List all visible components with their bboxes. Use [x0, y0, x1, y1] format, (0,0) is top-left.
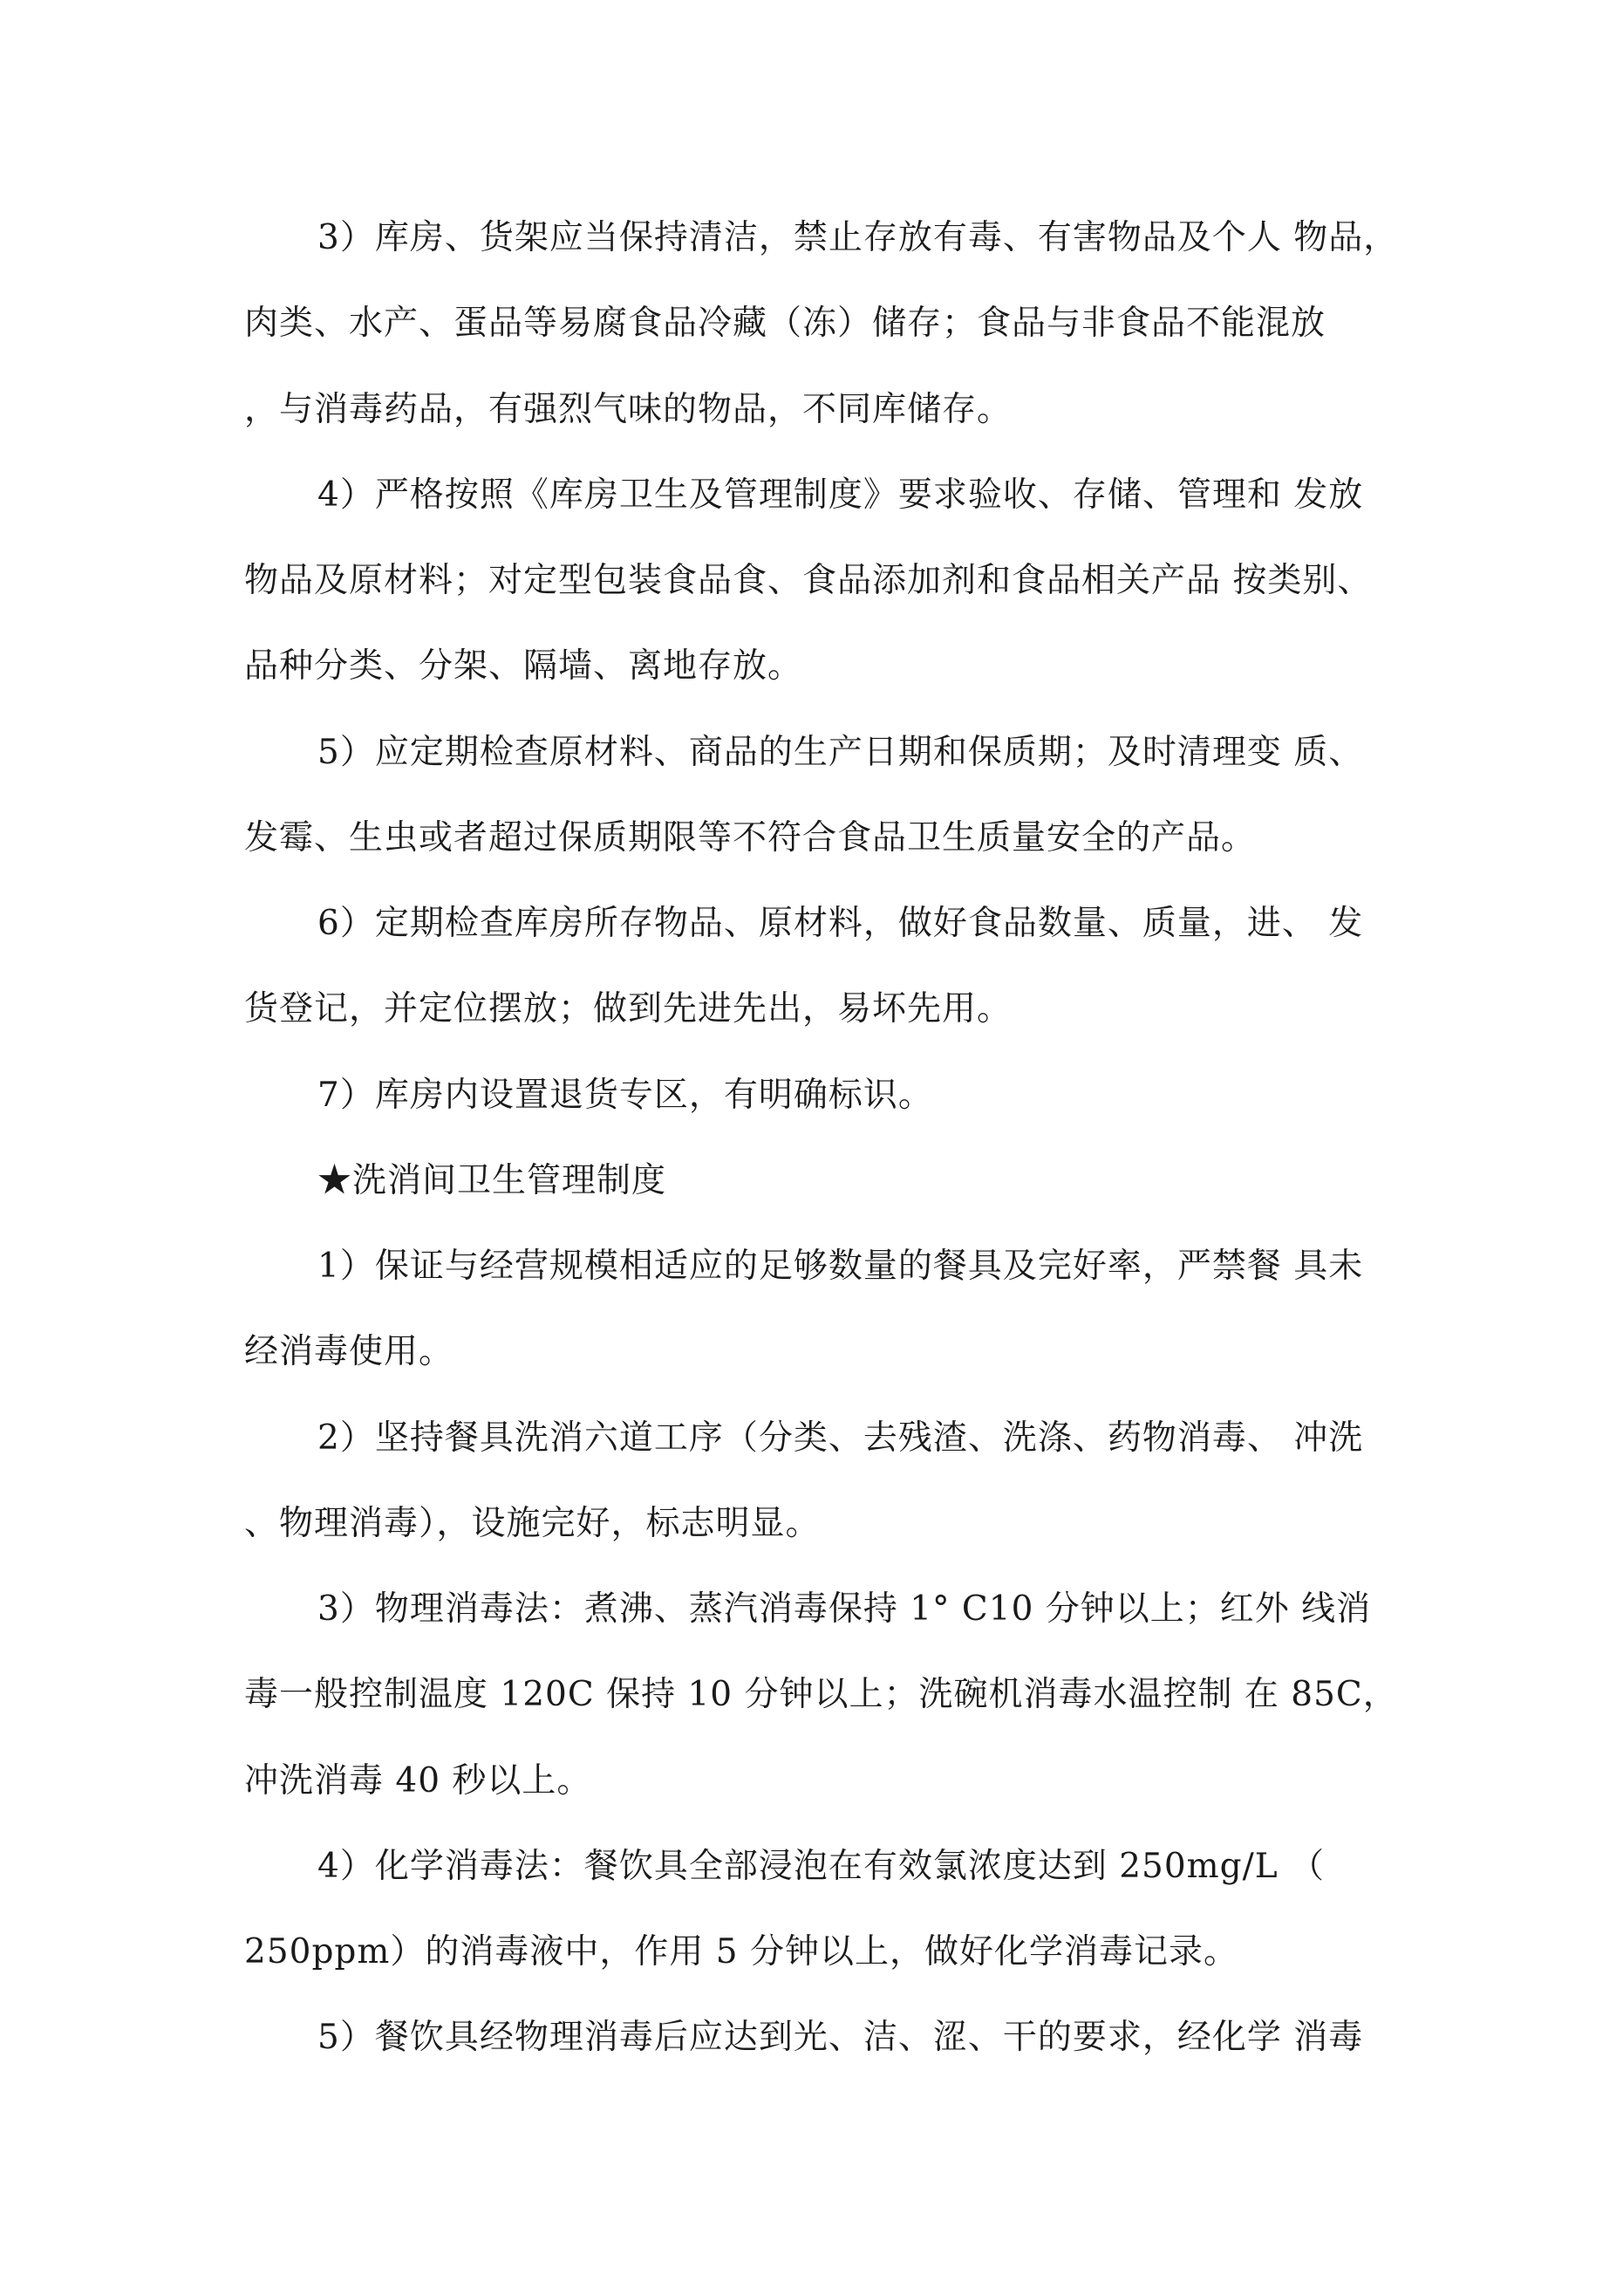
text-line: 2）坚持餐具洗消六道工序（分类、去残渣、洗涤、药物消毒、 冲洗: [317, 1418, 1364, 1458]
text-line: 3）库房、货架应当保持清洁，禁止存放有毒、有害物品及个人 物品，: [317, 218, 1399, 257]
text-line: 发霉、生虫或者超过保质期限等不符合食品卫生质量安全的产品。: [244, 818, 1257, 858]
text-line: 4）化学消毒法：餐饮具全部浸泡在有效氯浓度达到 250mg/L （: [317, 1847, 1326, 1886]
text-line: 冲洗消毒 40 秒以上。: [244, 1761, 592, 1801]
text-line: 、物理消毒），设施完好，标志明显。: [244, 1504, 821, 1543]
text-line: 货登记，并定位摆放；做到先进先出，易坏先用。: [244, 989, 1013, 1028]
text-line: 物品及原材料；对定型包装食品食、食品添加剂和食品相关产品 按类别、: [244, 561, 1373, 600]
text-line: 肉类、水产、蛋品等易腐食品冷藏（冻）储存；食品与非食品不能混放: [244, 304, 1326, 343]
text-line: 5）餐饮具经物理消毒后应达到光、洁、涩、干的要求，经化学 消毒: [317, 2018, 1364, 2057]
text-line: 6）定期检查库房所存物品、原材料，做好食品数量、质量，进、 发: [317, 904, 1364, 943]
text-line: 7）库房内设置退货专区，有明确标识。: [317, 1076, 933, 1115]
text-line: 经消毒使用。: [244, 1332, 454, 1371]
text-line: 品种分类、分架、隔墙、离地存放。: [244, 646, 803, 686]
text-line: ，与消毒药品，有强烈气味的物品，不同库储存。: [244, 390, 1013, 429]
text-line: 250ppm）的消毒液中，作用 5 分钟以上，做好化学消毒记录。: [244, 1932, 1238, 1971]
text-line: 3）物理消毒法：煮沸、蒸汽消毒保持 1° C10 分钟以上；红外 线消: [317, 1589, 1372, 1629]
text-line: 毒一般控制温度 120C 保持 10 分钟以上；洗碗机消毒水温控制 在 85C，: [244, 1675, 1398, 1714]
text-line: 5）应定期检查原材料、商品的生产日期和保质期；及时清理变 质、: [317, 733, 1364, 772]
text-line: 1）保证与经营规模相适应的足够数量的餐具及完好率，严禁餐 具未: [317, 1247, 1364, 1286]
section-heading: ★洗消间卫生管理制度: [317, 1161, 667, 1200]
text-line: 4）严格按照《库房卫生及管理制度》要求验收、存储、管理和 发放: [317, 475, 1364, 515]
